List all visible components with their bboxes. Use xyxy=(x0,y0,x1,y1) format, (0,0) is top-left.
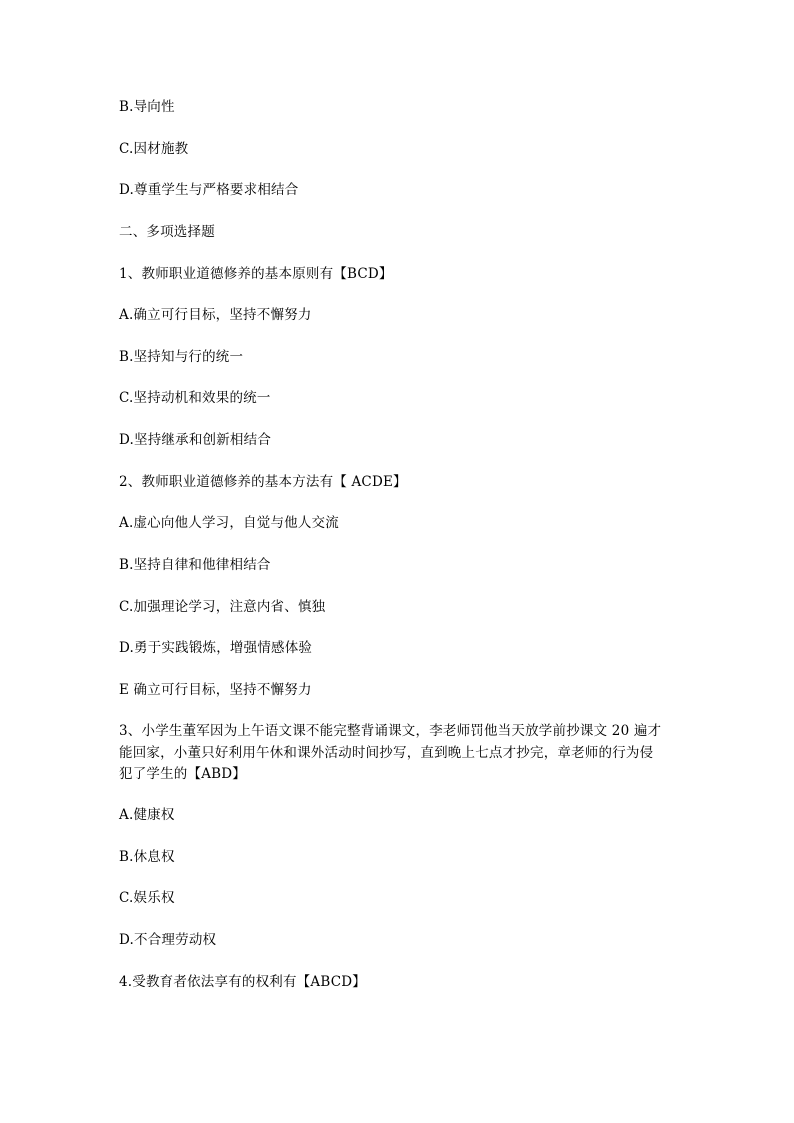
q3-option-d: D.不合理劳动权 xyxy=(119,932,217,948)
q2-option-a: A.虚心向他人学习，自觉与他人交流 xyxy=(119,515,339,531)
option-b-guidance: B.导向性 xyxy=(119,99,175,115)
q2-option-b: B.坚持自律和他律相结合 xyxy=(119,557,271,573)
q1-option-c: C.坚持动机和效果的统一 xyxy=(119,390,271,406)
q1-option-a: A.确立可行目标，坚持不懈努力 xyxy=(119,307,312,323)
q1-option-d: D.坚持继承和创新相结合 xyxy=(119,432,272,448)
q1-option-b: B.坚持知与行的统一 xyxy=(119,349,244,365)
option-c-individualized: C.因材施教 xyxy=(119,141,189,157)
section-heading-multiple-choice: 二、多项选择题 xyxy=(119,224,215,240)
q2-option-e: E 确立可行目标，坚持不懈努力 xyxy=(119,682,312,698)
question-1: 1、教师职业道德修养的基本原则有【BCD】 xyxy=(119,266,393,282)
question-3-line-1: 3、小学生董军因为上午语文课不能完整背诵课文，李老师罚他当天放学前抄课文 20 遍才 xyxy=(119,723,662,739)
question-2: 2、教师职业道德修养的基本方法有【 ACDE】 xyxy=(119,474,407,490)
q3-option-c: C.娱乐权 xyxy=(119,890,175,906)
q3-option-b: B.休息权 xyxy=(119,849,175,865)
q2-option-c: C.加强理论学习，注意内省、慎独 xyxy=(119,599,326,615)
option-d-respect-strict: D.尊重学生与严格要求相结合 xyxy=(119,182,299,198)
question-3-line-3: 犯了学生的【ABD】 xyxy=(119,766,246,782)
q2-option-d: D.勇于实践锻炼，增强情感体验 xyxy=(119,640,313,656)
question-3-line-2: 能回家，小董只好利用午休和课外活动时间抄写，直到晚上七点才抄完，章老师的行为侵 xyxy=(119,745,654,761)
question-4: 4.受教育者依法享有的权利有【ABCD】 xyxy=(119,974,366,990)
q3-option-a: A.健康权 xyxy=(119,807,175,823)
